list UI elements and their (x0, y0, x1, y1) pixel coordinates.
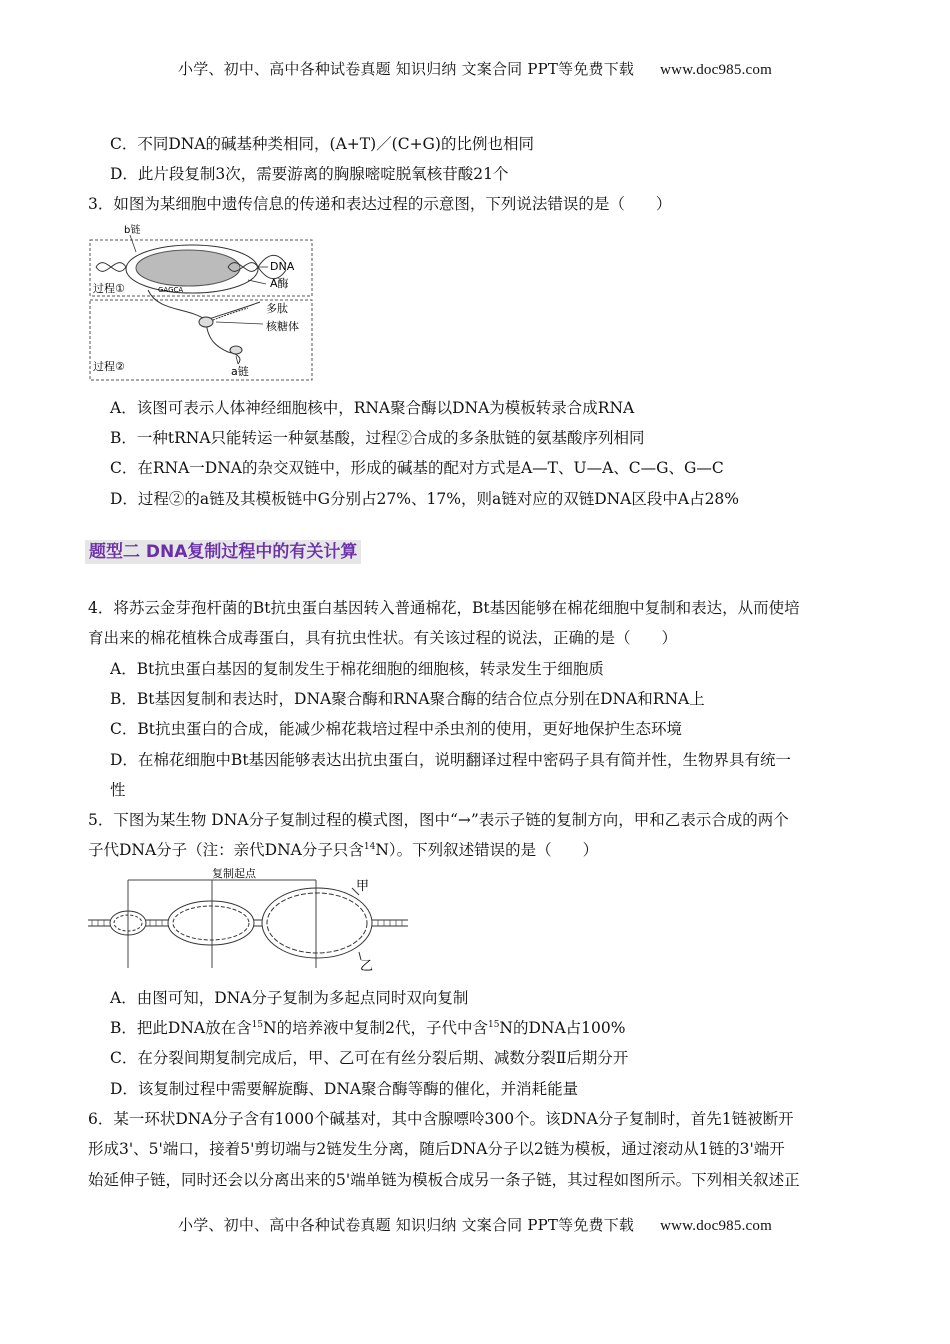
mrna-strand (148, 290, 260, 320)
b-chain-label: b链 (124, 225, 141, 236)
base-sequence: GAGCA (158, 286, 184, 294)
q4-option-b: B．Bt基因复制和表达时，DNA聚合酶和RNA聚合酶的结合位点分别在DNA和RNA上 (110, 690, 705, 708)
q5-option-a: A．由图可知，DNA分子复制为多起点同时双向复制 (110, 989, 469, 1007)
yi-label: 乙 (360, 959, 374, 973)
replication-bubble-2 (168, 901, 254, 945)
q2-option-d: D．此片段复制3次，需要游离的胸腺嘧啶脱氧核苷酸21个 (110, 165, 509, 183)
q3-option-a: A．该图可表示人体神经细胞核中，RNA聚合酶以DNA为模板转录合成RNA (110, 399, 635, 417)
q4-stem-line2: 育出来的棉花植株合成毒蛋白，具有抗虫性状。有关该过程的说法，正确的是（ ） (88, 629, 678, 647)
process2-label: 过程② (93, 360, 125, 373)
jia-label: 甲 (356, 879, 370, 894)
header-text: 小学、初中、高中各种试卷真题 知识归纳 文案合同 PPT等免费下载 (178, 60, 635, 78)
footer-url[interactable]: www.doc985.com (660, 1218, 772, 1234)
a-chain-label: a链 (231, 365, 249, 378)
polypeptide-chain (213, 308, 248, 320)
q6-line2: 形成3'、5'端口，接着5'剪切端与2链发生分离，随后DNA分子以2链为模板，通过滚动从1链的3'端开 (88, 1140, 785, 1158)
dna-label: DNA (270, 260, 295, 273)
section-heading: 题型二 DNA复制过程中的有关计算 (85, 540, 361, 564)
footer-text: 小学、初中、高中各种试卷真题 知识归纳 文案合同 PPT等免费下载 (178, 1216, 635, 1234)
q4-option-d-line1: D．在棉花细胞中Bt基因能够表达出抗虫蛋白，说明翻译过程中密码子具有简并性，生物界具有统一 (110, 751, 792, 769)
q3-figure (88, 222, 318, 382)
replication-bubble-3 (262, 888, 372, 958)
q5-stem-line2: 子代DNA分子（注：亲代DNA分子只含$^{14}$N）。下列叙述错误的是（ ） (88, 841, 599, 859)
ribosome-2 (230, 346, 242, 354)
q2-option-c: C．不同DNA的碱基种类相同，(A+T)／(C+G)的比例也相同 (110, 135, 534, 153)
page-footer (0, 1214, 950, 1235)
q5-option-c: C．在分裂间期复制完成后，甲、乙可在有丝分裂后期、减数分裂Ⅱ后期分开 (110, 1049, 629, 1067)
ribosome-label: 核糖体 (266, 320, 299, 333)
q4-option-a: A．Bt抗虫蛋白基因的复制发生于棉花细胞的细胞核，转录发生于细胞质 (110, 660, 604, 678)
polypeptide-label: 多肽 (266, 302, 288, 315)
q3-stem: 3．如图为某细胞中遗传信息的传递和表达过程的示意图，下列说法错误的是（ ） (88, 195, 672, 213)
page-header (0, 58, 950, 79)
q4-stem-line1: 4．将苏云金芽孢杆菌的Bt抗虫蛋白基因转入普通棉花，Bt基因能够在棉花细胞中复制和表达，从而使培 (88, 599, 800, 617)
q6-line3: 始延伸子链，同时还会以分离出来的5'端单链为模板合成另一条子链，其过程如图所示。下列相关叙述正 (88, 1171, 800, 1189)
q5-option-d: D．该复制过程中需要解旋酶、DNA聚合酶等酶的催化，并消耗能量 (110, 1080, 579, 1098)
ribosome-1 (199, 317, 213, 327)
q5-figure (88, 868, 418, 973)
q3-option-c: C．在RNA一DNA的杂交双链中，形成的碱基的配对方式是A—T、U—A、C—G、G—C (110, 459, 724, 477)
process1-label: 过程① (93, 282, 125, 295)
enzyme-a-shape (136, 250, 240, 286)
q6-line1: 6．某一环状DNA分子含有1000个碱基对，其中含腺嘌呤300个。该DNA分子复制时，首先1链被断开 (88, 1110, 794, 1128)
q3-option-d: D．过程②的a链及其模板链中G分别占27%、17%，则a链对应的双链DNA区段中A占28% (110, 490, 740, 508)
q4-option-c: C．Bt抗虫蛋白的合成，能减少棉花栽培过程中杀虫剂的使用，更好地保护生态环境 (110, 720, 682, 738)
origin-label: 复制起点 (212, 868, 256, 880)
q5-option-b: B．把此DNA放在含$^{15}$N的培养液中复制2代，子代中含$^{15}$N的DNA占100% (110, 1019, 626, 1037)
q5-stem-line1: 5．下图为某生物 DNA分子复制过程的模式图，图中“→”表示子链的复制方向，甲和乙表示合成的两个 (88, 811, 789, 829)
q3-option-b: B．一种tRNA只能转运一种氨基酸，过程②合成的多条肽链的氨基酸序列相同 (110, 429, 645, 447)
q4-option-d-line2: 性 (110, 781, 126, 799)
enzyme-a-label: A酶 (270, 277, 289, 290)
header-url[interactable]: www.doc985.com (660, 62, 772, 78)
